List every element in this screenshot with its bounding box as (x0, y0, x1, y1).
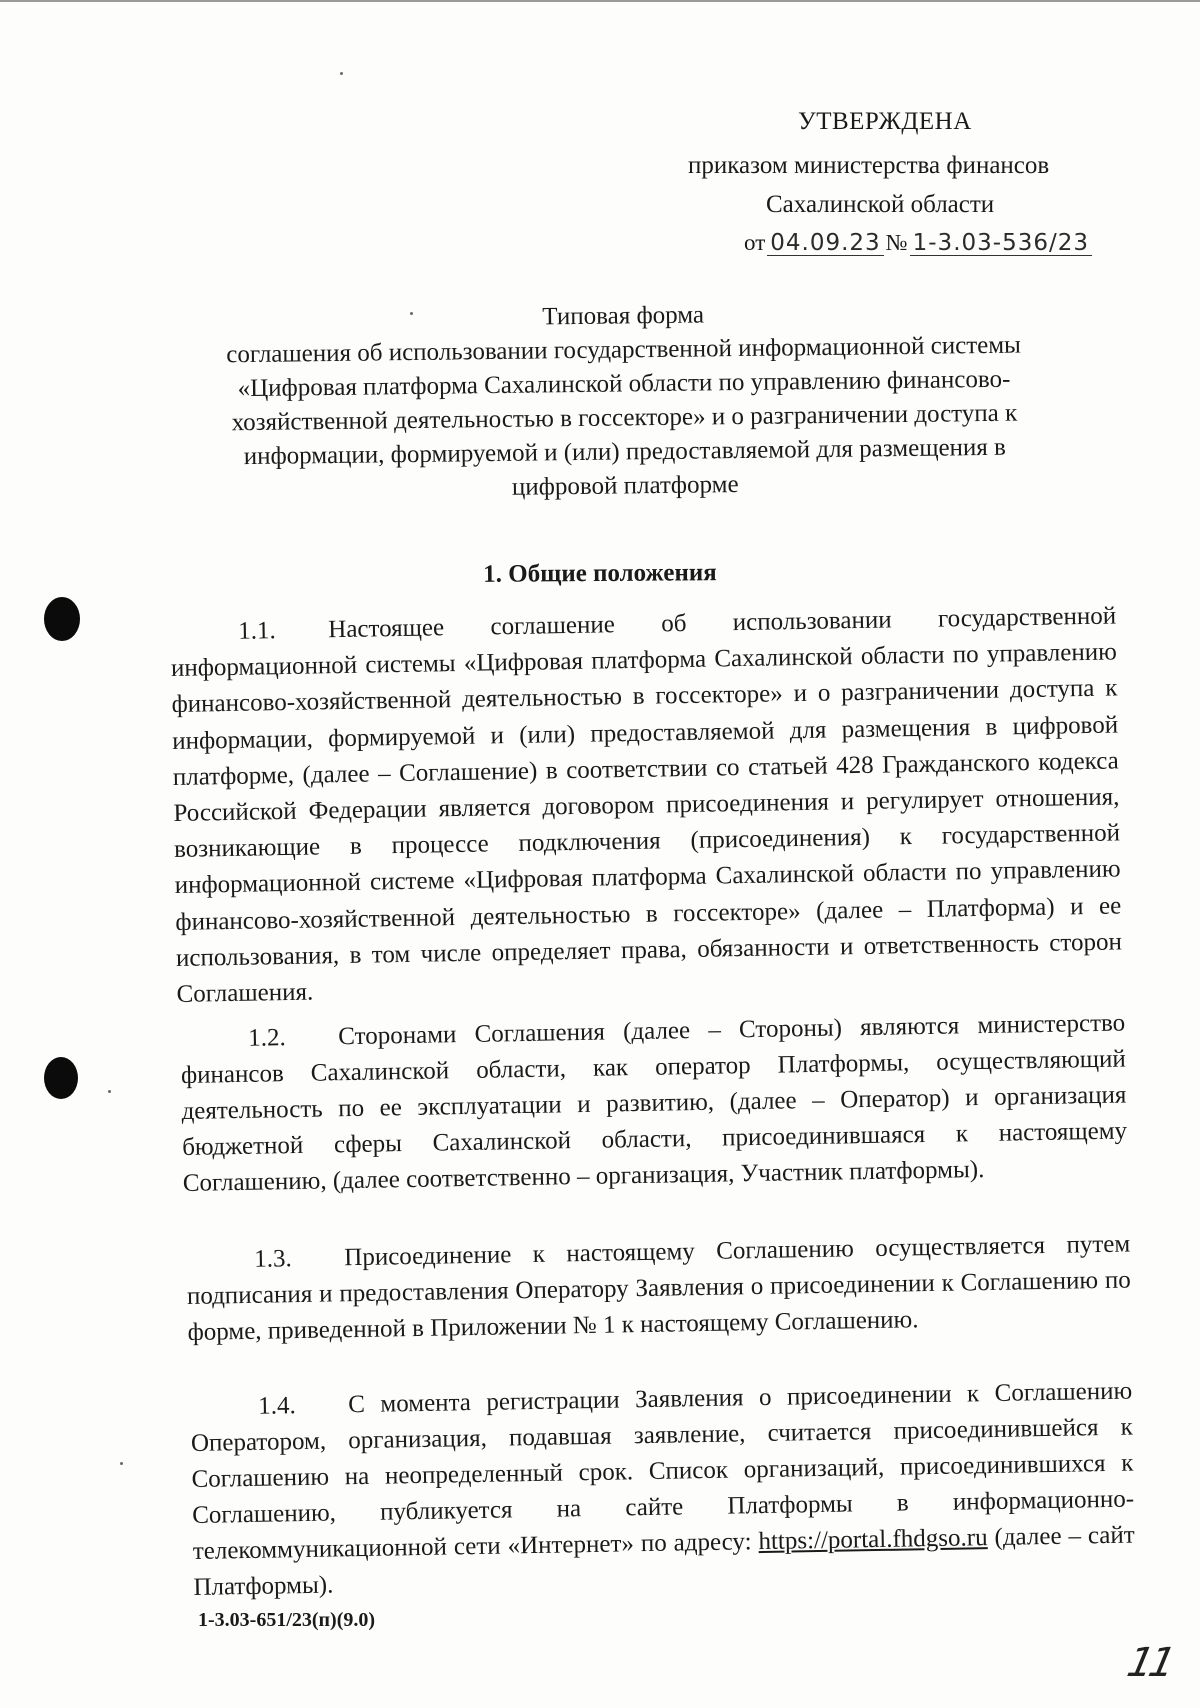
platform-site-link[interactable]: https://portal.fhdgso.ru (758, 1524, 988, 1556)
approval-region-line: Сахалинской области (766, 191, 995, 218)
number-label: № (885, 230, 908, 255)
approval-order-line: приказом министерства финансов (688, 152, 1050, 179)
clause-number: 1.4. (258, 1392, 297, 1420)
section-heading: 1. Общие положения (483, 559, 717, 588)
approval-status: УТВЕРЖДЕНА (798, 108, 972, 135)
clause-text: Сторонами Соглашения (далее – Стороны) являются министерство финансов Сахалинской области, как оператор Платформы, осуществляющий деятельность по ее эксплуатации и развитию, (далее – Оператор) и организация бюджетной сферы Сахалинской области, присоединившаяся к настоящему Соглашению, (далее соответственно – организация, Участник платформы). (180, 1009, 1128, 1197)
clause-1-1 (170, 598, 1123, 1013)
clause-number: 1.3. (254, 1245, 293, 1273)
clause-text: Настоящее соглашение об использовании государственной информационной системы «Цифровая платформа Сахалинской области по управлению финансово-хозяйственной деятельностью в госсекторе» и о разграничении доступа к информации, формируемой и (или) предоставляемой для размещения в цифровой платформе, (далее – Соглашение) в соответствии со статьей 428 Гражданского кодекса Российской Федерации является договором присоединения и регулирует отношения, возникающие в процессе подключения (присоединения) к государственной информационной системе «Цифровая платформа Сахалинской области по управлению финансово-хозяйственной деятельностью в госсекторе» (далее – Платформа) и ее использования, в том числе определяет права, обязанности и ответственность сторон Соглашения. (170, 602, 1123, 1008)
approval-date-number-line (744, 230, 1094, 256)
title-line: информации, формируемой и (или) предоставляемой для размещения в (243, 433, 1007, 471)
clause-text: Присоединение к настоящему Соглашению осуществляется путем подписания и предоставления Оператору Заявления о присоединении к Соглашению по форме, приведенной в Приложении № 1 к настоящему Соглашению. (186, 1230, 1132, 1346)
clause-1-4 (190, 1374, 1136, 1606)
from-label: от (744, 230, 766, 255)
punch-hole-bottom (44, 1057, 78, 1099)
document-title (168, 294, 1080, 509)
clause-text: С момента регистрации Заявления о присоединении к Соглашению Оператором, организация, подавшая заявление, считается присоединившейся к Соглашению на неопределенный срок. Список организаций, присоединившихся к Соглашению, публикуется на сайте Платформы в информационно-телекоммуникационной сети «Интернет» по адресу: (190, 1377, 1135, 1565)
title-line: хозяйственной деятельностью в госсекторе» и о разграничении доступа к (231, 399, 1018, 437)
title-line: Типовая форма (542, 301, 705, 331)
clause-1-3 (186, 1227, 1132, 1351)
handwritten-order-number: 1-3.03-536/23 (910, 232, 1092, 256)
punch-hole-top (44, 597, 80, 641)
scan-top-edge (0, 0, 1200, 2)
scan-speck (108, 1090, 111, 1093)
scan-speck (120, 1462, 123, 1465)
handwritten-date: 04.09.23 (767, 232, 883, 256)
document-code: 1-3.03-651/23(п)(9.0) (198, 1609, 376, 1631)
title-line: «Цифровая платформа Сахалинской области по управлению финансово- (237, 365, 1011, 403)
clause-1-2 (180, 1006, 1128, 1202)
handwritten-page-number: 11 (1123, 1640, 1176, 1686)
clause-number: 1.1. (238, 617, 277, 645)
clause-number: 1.2. (248, 1024, 287, 1052)
clause-text: (далее – сайт Платформы). (193, 1521, 1135, 1601)
title-line: соглашения об использовании государственной информационной системы (226, 331, 1022, 369)
title-line: цифровой платформе (511, 471, 739, 501)
scan-speck (340, 72, 343, 75)
